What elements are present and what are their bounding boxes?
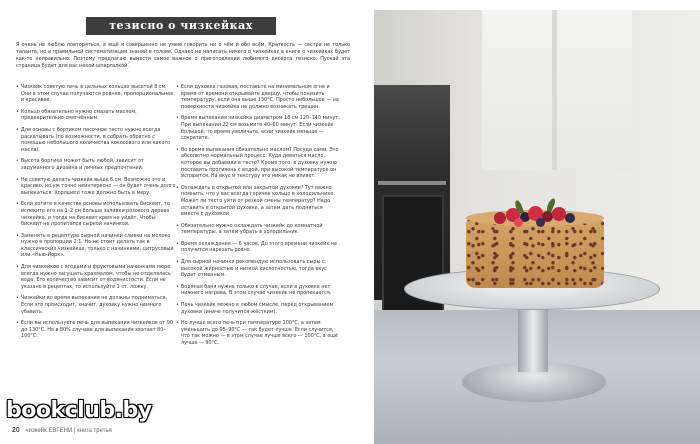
tip-item: • Если духовка газовая, поставьте на минимальном огне и время от времени открывайте дверцу, чтобы понизить температуру, если она выше 130°C. Просто небольшое — на поверхности чизкейка не должно возникать трещин. — [176, 84, 342, 110]
oven — [374, 85, 450, 300]
tip-item: • Обязательно нужно охлаждать чизкейк до комнатной температуры, а затем убрать в холодильник. — [176, 223, 342, 236]
tip-item: • Водяная баня нужна только в случае, если в духовке нет нижнего нагрева. В этом случае чизкейк не пропекается. — [176, 284, 342, 297]
window-frame — [552, 10, 557, 170]
tip-item: • Не советую делать чизкейк выше 6 см. Возможно это и красиво, но уж точно неинтересно — он будет очень долго выпекаться. Хорошего тоже должно быть в меру. — [16, 177, 176, 197]
tip-item: • Если хотите в качестве основы использовать бисквит, то испеките его на 1–2 см больше заливки розового дерева чизкейка, и тогда на бисквит крем не уйдёт. Чтобы бисквит не пропитался сырной начинкой. — [16, 201, 176, 227]
tip-item: • Кольцо обязательно нужно смазать маслом, предварительно смягчённым. — [16, 109, 176, 122]
tip-item: • Для чизкейков с ягодами и фруктовыми начинками пюре всегда нужно загущать крахмалом, чтобы не отделялась вода. Его количество зависит от водянистости. Если не указано в рецептах, то используйте 1 ст. ложку. — [16, 264, 176, 290]
tip-item: • Время выпекания чизкейка диаметром 18 см 120–140 минут. При выпекании 22 см возьмите 40–60 минут. Если чизкейк большой, то время увеличьте, если чизкейк меньше — сократите. — [176, 115, 342, 141]
tip-item: • Чизкейк советую печь в цельных кольцах высотой 8 см. Они в этом случае получаются ровнее, пропорциональнее и красивее. — [16, 84, 176, 104]
tip-item: • Чизкейки во время выпекания не должны подниматься. Если это происходит, значит, духовку нужно немного убавить. — [16, 295, 176, 315]
tip-item: • Время охлаждения — 6 часов. До этого времени чизкейк не получится нарезать ровно. — [176, 241, 342, 254]
book-gutter — [362, 0, 374, 444]
cheesecake-photo — [374, 10, 700, 444]
tip-item: • Высота бортика может быть любой, зависит от задуманного дизайна и личных предпочтений. — [16, 158, 176, 171]
tip-item: • Для сырной начинки рекомендую использовать сыры с высокой жирностью и низкой кислотностью, тогда вкус будет отменным. — [176, 259, 342, 279]
text-column-right — [176, 84, 342, 352]
tip-item: • Если вы используете печь для выпекания чизкейков от 90 до 130°C. Но в 80% случаев для выпекания хватает 80–100°C. — [16, 320, 176, 340]
cake-stand-stem — [518, 302, 548, 372]
tip-item: • Заменять в рецептуре сырной начинки сливки на молоко нужно в пропорции 2:1. Но не стоит делать так в классических чизкейках, только с начинками, цитрусовый или «Нью-Йорк». — [16, 233, 176, 259]
background-window — [482, 10, 632, 170]
tip-item: • Печь чизкейк можно в любом смысле, перед открыванием духовки (иначе получится жёстким). — [176, 302, 342, 315]
page-number: 20 — [12, 427, 20, 434]
tip-item: • Во время выпекания обязательно маслом? Посуди сами. Это абсолютно нормальный процесс. Куда деваться масло, которое вы добавили в тесто? Кроме того, в духовку нужно поставить противень с водой, при высокой температуре он испарится. На вкус и текстуру это никак не влияет. — [176, 147, 342, 180]
tip-item: • Но лучше всего печь при температуре 100°C, а затем уменьшить до 95–90°C — так будет лучше. Если случится, что так можно — в этом случае лучше всего — 100°C, а ещё лучше — 90°C. — [176, 320, 342, 346]
page-title: тезисно о чизкейках — [86, 17, 276, 35]
tip-item: • Для основы с бортиком песочное тесто нужно всегда раскатывать (по возможности, в собрать обратно с помощью небольшого количества кокосового или какого масла). — [16, 127, 176, 153]
berry-topping — [488, 200, 584, 230]
intro-paragraph: Я очень не люблю повторяться, а ещё я совершенно не умею говорить ни о чём и обо всём. Краткость — сестра не только таланта, но и правильной систематизации знаний в голове. Однако не написать ничего о чизкейках в книге о чизкейках будет как-то неправильно. Поэтому предлагаю вынести самое важное о приготовлении любимого десерта тезисно. Пускай эта страница будет для вас некой шпаргалкой. — [16, 42, 350, 70]
watermark-logo: bookclub.by — [6, 398, 152, 423]
page-footer — [12, 424, 352, 438]
running-footer: чизкейк ЕВГЕНИ | книга третья — [25, 428, 112, 434]
tip-item: • Охлаждать в открытой или закрытой духовке? Тут важно помнить, что у вас всегда горячее кольцо в холодильнике. Может ли тесто уйти от резкой смены температур? Надо оставить в открытой духовке, а затем дать подняться вместе с духовкой. — [176, 185, 342, 218]
oven-handle — [378, 181, 446, 185]
text-column-left — [16, 84, 176, 345]
